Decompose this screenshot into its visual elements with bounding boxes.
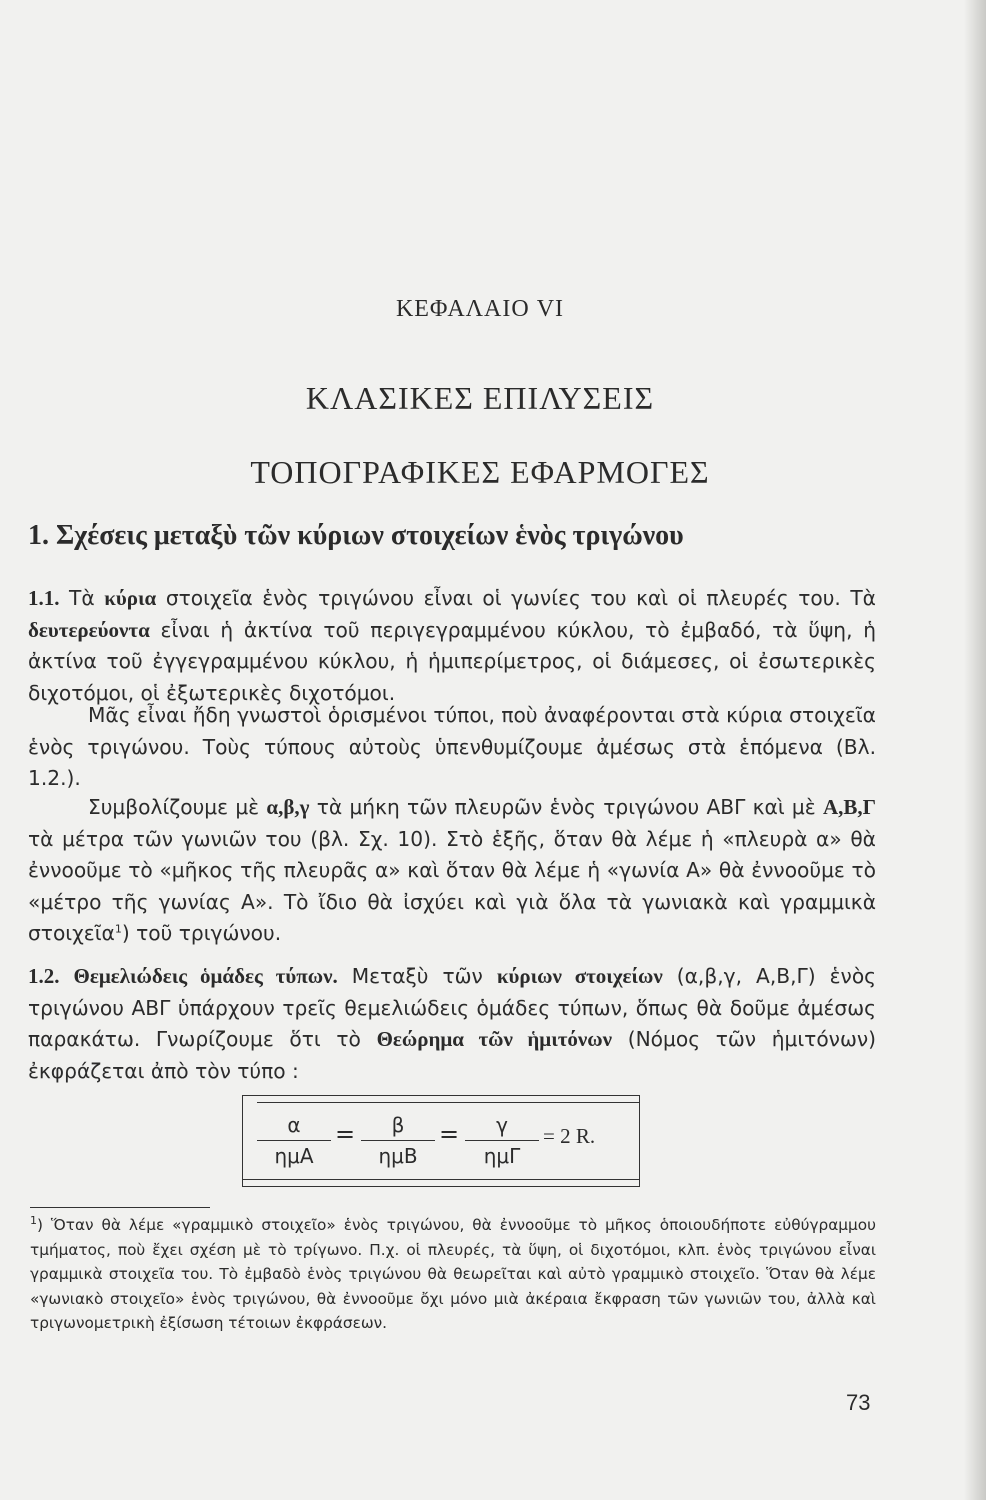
numerator: γ	[496, 1113, 508, 1137]
fraction-bar	[257, 1140, 331, 1141]
formula-frame-line	[243, 1179, 639, 1180]
denominator: ημΑ	[274, 1144, 314, 1168]
denominator: ημΓ	[483, 1144, 521, 1168]
text-run: ) τοῦ τριγώνου.	[121, 921, 282, 946]
equals-sign: =	[335, 1120, 356, 1148]
chapter-title-line1: ΚΛΑΣΙΚΕΣ ΕΠΙΛΥΣΕΙΣ	[305, 380, 655, 416]
text-run: στοιχεῖα ἑνὸς τριγώνου εἶναι οἱ γωνίες του καὶ οἱ πλευρές του. Τὰ	[165, 586, 876, 610]
text-run: (α,β,γ, Α,Β,Γ) ἑνὸς τριγώνου ΑΒΓ ὑπάρχουν τρεῖς θεμελιώδεις ὁμάδες τύπων, ὅπως θὰ δοῦμε ἀμέσως παρακάτω. Γνωρίζουμε ὅτι τὸ	[28, 964, 877, 1052]
fraction-alpha	[257, 1112, 331, 1169]
bold-term: Θεμελιώδεις ὁμάδες τύπων.	[73, 964, 338, 988]
paragraph-number: 1.2.	[28, 964, 60, 988]
paragraph-1-2	[28, 961, 876, 1087]
fraction-gamma	[465, 1112, 539, 1169]
law-of-sines-formula	[242, 1095, 640, 1187]
bold-term: δευτερεύοντα	[28, 617, 150, 642]
footnote-text: ) Ὅταν θὰ λέμε «γραμμικὸ στοιχεῖο» ἑνὸς τριγώνου, θὰ ἐννοοῦμε τὸ μῆκος ὁποιουδήποτε εὐθύγραμμου τμήματος, ποὺ ἔχει σχέση μὲ τὸ τρίγωνο. Π.χ. οἱ πλευρές, τὰ ὕψη, οἱ διχοτόμοι, κλπ. ἑνὸς τριγώνου εἶναι γραμμικὰ στοιχεῖα του. Τὸ ἐμβαδὸ ἑνὸς τριγώνου θὰ θεωρεῖται καὶ αὐτὸ γραμμικὸ στοιχεῖο. Ὅταν θὰ λέμε «γωνιακὸ στοιχεῖο» ἑνὸς τριγώνου, θὰ ἐννοοῦμε ὄχι μόνο μιὰ ἀκέραια ἔκφραση τῶν γωνιῶν του, ἀλλὰ καὶ τριγωνομετρικὴ ἐξίσωση τέτοιων ἐκφράσεων.	[30, 1216, 876, 1333]
formula-rhs: = 2 R.	[543, 1124, 596, 1148]
denominator: ημΒ	[378, 1144, 418, 1168]
bold-term: Θεώρημα τῶν ἡμιτόνων	[376, 1027, 613, 1052]
bold-term: α,β,γ	[266, 795, 310, 819]
footnote	[30, 1213, 876, 1336]
footnote-marker: 1	[114, 922, 122, 936]
paragraph-text: Μᾶς εἶναι ἤδη γνωστοὶ ὁρισμένοι τύποι, ποὺ ἀναφέρονται στὰ κύρια στοιχεῖα ἑνὸς τριγώνου. Τοὺς τύπους αὐτοὺς ὑπενθυμίζουμε ἀμέσως στὰ ἑπόμενα (Βλ. 1.2.).	[28, 703, 876, 791]
footnote-marker: 1	[30, 1213, 37, 1227]
numerator: β	[391, 1113, 405, 1137]
footnote-separator	[30, 1207, 210, 1208]
paragraph-3	[28, 792, 876, 950]
bold-term: κύριων στοιχείων	[496, 964, 663, 988]
formula-frame-line	[257, 1102, 639, 1103]
page-number: 73	[846, 1390, 871, 1415]
fraction-bar	[465, 1140, 539, 1141]
numerator: α	[287, 1113, 301, 1137]
chapter-title-line2: ΤΟΠΟΓΡΑΦΙΚΕΣ ΕΦΑΡΜΟΓΕΣ	[250, 454, 710, 490]
text-run: Συμβολίζουμε μὲ	[88, 795, 260, 819]
paragraph-2	[28, 700, 876, 795]
paragraph-1-1	[28, 583, 876, 709]
bold-term: Α,Β,Γ	[822, 795, 877, 819]
text-run: τὰ μέτρα τῶν γωνιῶν του (βλ. Σχ. 10). Στὸ ἑξῆς, ὅταν θὰ λέμε ἡ «πλευρὰ α» θὰ ἐννοοῦμε τὸ «μῆκος τῆς πλευρᾶς α» καὶ ὅταν θὰ λέμε ἡ «γωνία Α» θὰ ἐννοοῦμε τὸ «μέτρο τῆς γωνίας Α». Τὸ ἴδιο θὰ ἰσχύει καὶ γιὰ ὅλα τὰ γωνιακὰ καὶ γραμμικὰ στοιχεῖα	[28, 826, 876, 946]
text-run: εἶναι ἡ ἀκτίνα τοῦ περιγεγραμμένου κύκλου, τὸ ἐμβαδό, τὰ ὕψη, ἡ ἀκτίνα τοῦ ἐγγεγραμμένου κύκλου, ἡ ἡμιπερίμετρος, οἱ διάμεσες, οἱ ἐσωτερικὲς διχοτόμοι, οἱ ἐξωτερικὲς διχοτόμοι.	[28, 617, 876, 705]
text-run: Μεταξὺ τῶν	[351, 964, 483, 988]
fraction-bar	[361, 1140, 435, 1141]
text-run: (Νόμος τῶν ἡμιτόνων) ἐκφράζεται ἀπὸ τὸν τύπο :	[28, 1027, 877, 1083]
page-edge-shadow	[964, 0, 986, 1500]
fraction-beta	[361, 1112, 435, 1169]
bold-term: κύρια	[104, 586, 157, 610]
chapter-label: ΚΕΦΑΛΑΙΟ VI	[395, 296, 565, 322]
section-heading: 1. Σχέσεις μεταξὺ τῶν κύριων στοιχείων ἑνὸς τριγώνου	[28, 520, 684, 551]
paragraph-number: 1.1.	[28, 586, 60, 610]
equals-sign: =	[439, 1120, 460, 1148]
text-run: Τὰ	[69, 586, 95, 610]
text-run: τὰ μήκη τῶν πλευρῶν ἑνὸς τριγώνου ΑΒΓ καὶ μὲ	[316, 795, 816, 819]
